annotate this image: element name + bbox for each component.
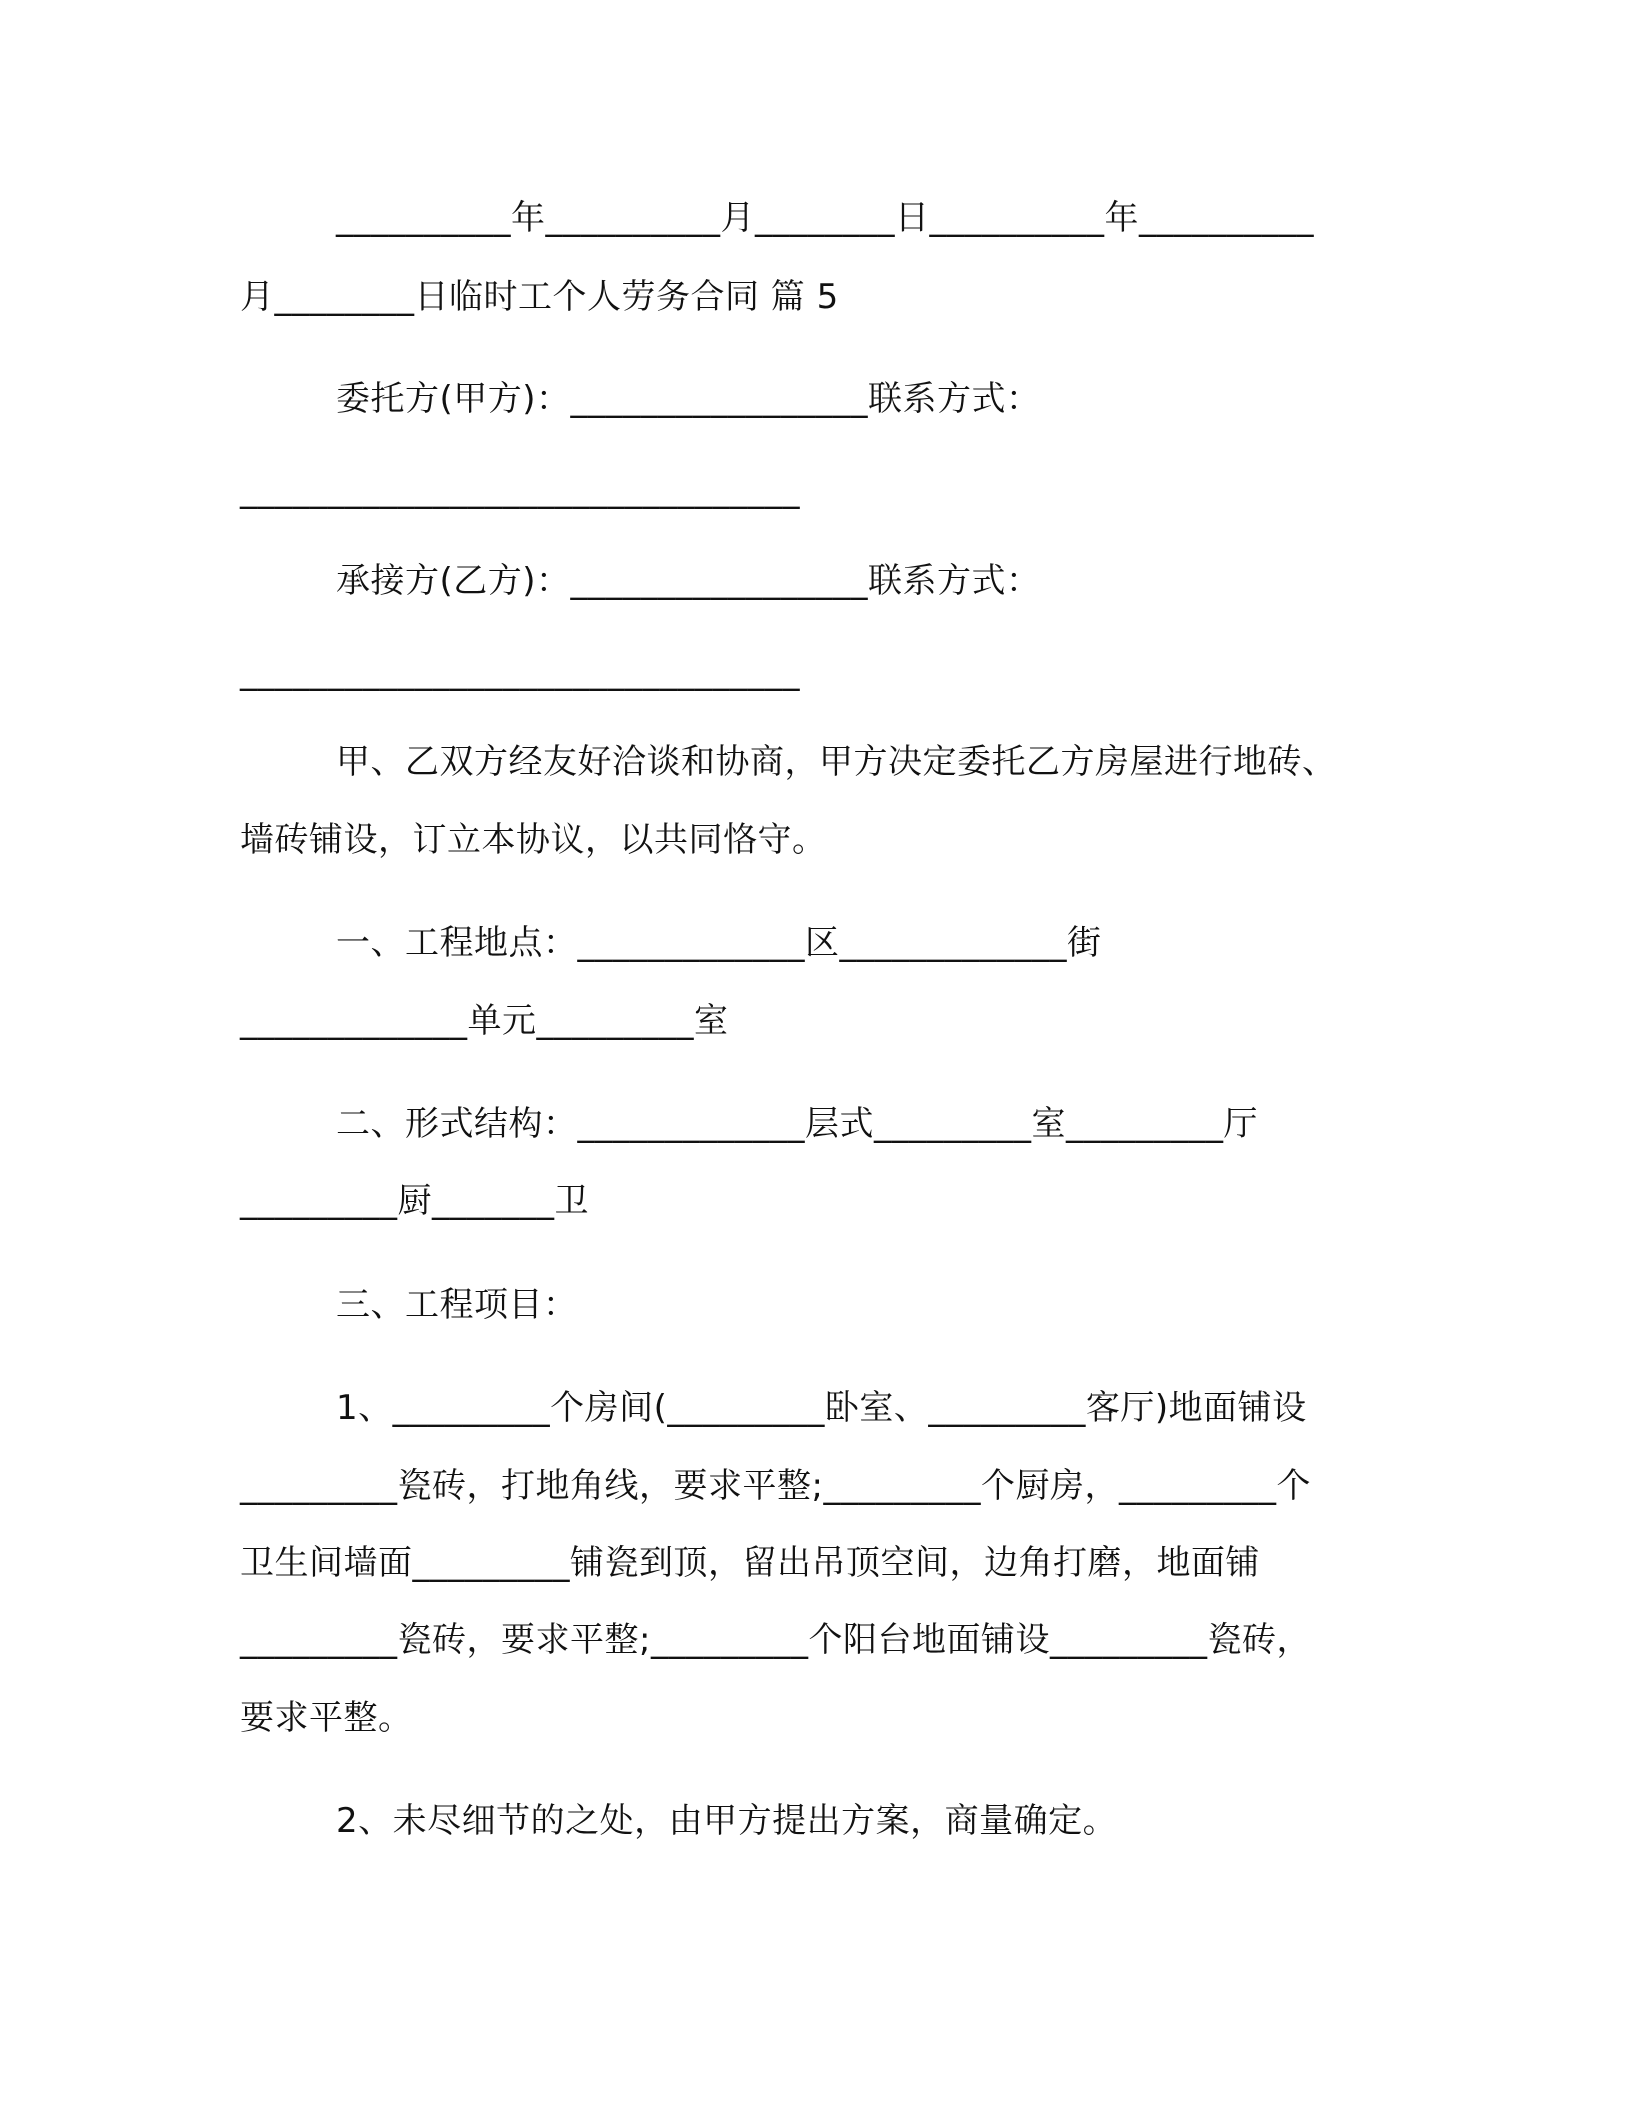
- section-3-heading: 三、工程项目：: [336, 1285, 578, 1325]
- agreement-paragraph-line-2: 墙砖铺设，订立本协议，以共同恪守。: [240, 820, 827, 860]
- item-1-line-2: _________瓷砖，打地角线，要求平整;_________个厨房，_________个: [240, 1466, 1311, 1506]
- item-1-line-1: 1、_________个房间(_________卧室、_________客厅)地面铺设: [336, 1388, 1307, 1428]
- section-2-structure-line-2: _________厨_______卫: [240, 1181, 589, 1221]
- agreement-paragraph-line-1: 甲、乙双方经友好洽谈和协商，甲方决定委托乙方房屋进行地砖、: [336, 742, 1337, 782]
- item-1-line-5: 要求平整。: [240, 1698, 413, 1738]
- date-line: __________年__________月________日__________年__________: [336, 198, 1314, 238]
- item-2-line: 2、未尽细节的之处，由甲方提出方案，商量确定。: [336, 1801, 1118, 1841]
- item-1-line-3: 卫生间墙面_________铺瓷到顶，留出吊顶空间，边角打磨，地面铺: [240, 1543, 1260, 1583]
- client-party-line: 委托方(甲方)：_________________联系方式：: [336, 379, 1041, 419]
- section-1-location-line-2: _____________单元_________室: [240, 1001, 729, 1041]
- contract-title-line: 月________日临时工个人劳务合同 篇 5: [240, 277, 839, 317]
- section-1-location-line-1: 一、工程地点：_____________区_____________街: [336, 923, 1102, 963]
- item-1-line-4: _________瓷砖，要求平整;_________个阳台地面铺设_________瓷砖，: [240, 1620, 1311, 1660]
- contractor-contact-blank: ________________________________: [240, 652, 800, 692]
- client-contact-blank: ________________________________: [240, 470, 800, 510]
- contractor-party-line: 承接方(乙方)：_________________联系方式：: [336, 561, 1041, 601]
- section-2-structure-line-1: 二、形式结构：_____________层式_________室_________厅: [336, 1104, 1258, 1144]
